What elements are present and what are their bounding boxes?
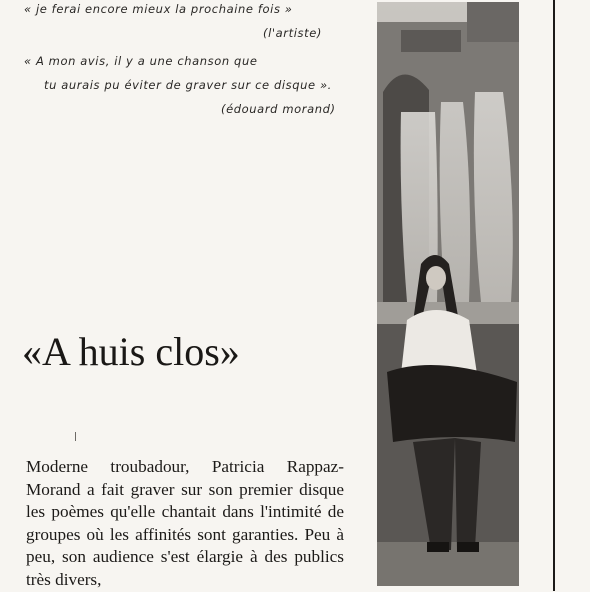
- handwritten-quote-line-4: tu aurais pu éviter de graver sur ce disque ».: [44, 78, 332, 92]
- margin-mark: [75, 432, 76, 441]
- handwritten-attribution-artist: (l'artiste): [263, 26, 322, 40]
- handwritten-quote-line-3: « A mon avis, il y a une chanson que: [24, 54, 258, 68]
- article-body: Moderne troubadour, Patricia Rappaz-Morand a fait graver sur son premier disque les poèmes qu'elle chantait dans l'intimité de groupes où les affinités sont garanties. Peu à peu, son audience s'est élargie à des publics très divers,: [26, 457, 344, 589]
- article-title: «A huis clos»: [22, 329, 240, 374]
- handwritten-quote-line-1: « je ferai encore mieux la prochaine fois »: [24, 2, 293, 16]
- vertical-rule: [553, 0, 555, 591]
- artist-photo: [377, 2, 519, 586]
- handwritten-attribution-morand: (édouard morand): [221, 102, 336, 116]
